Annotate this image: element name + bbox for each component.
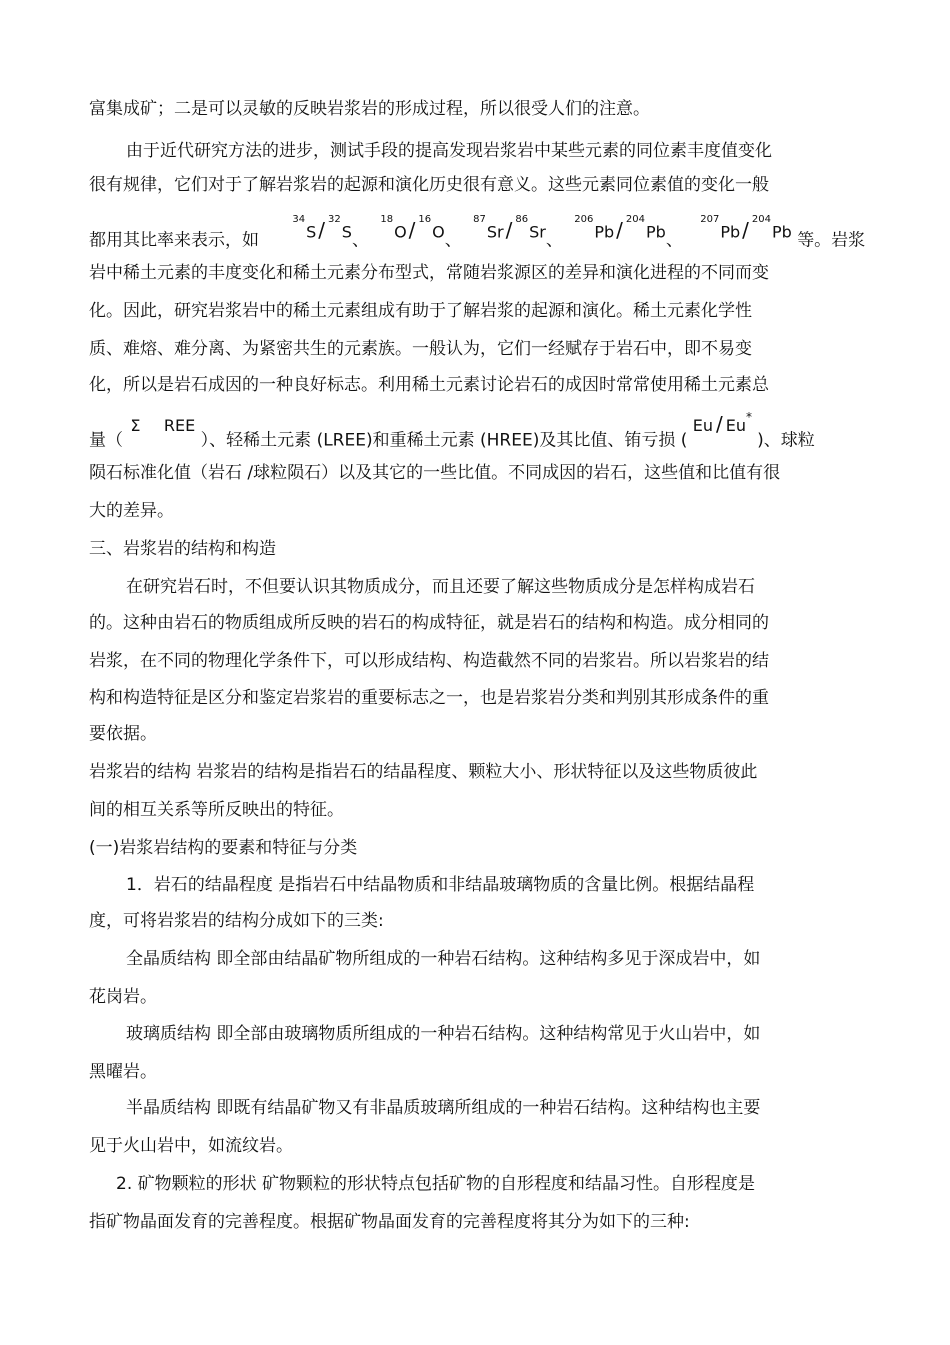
text-line: 在研究岩石时，不但要认识其物质成分，而且还要了解这些物质成分是怎样构成岩石: [126, 577, 755, 597]
text-line: 质、难熔、难分离、为紧密共生的元素族。一般认为，它们一经赋存于岩石中，即不易变: [89, 339, 752, 359]
separator: 、: [351, 230, 369, 251]
text-segment: 都用其比率来表示，如: [89, 230, 259, 251]
text-line: 化，所以是岩石成因的一种良好标志。利用稀土元素讨论岩石的成因时常常使用稀土元素总: [89, 375, 769, 395]
text-segment: 量（: [89, 430, 123, 451]
text-segment: 等。岩浆: [797, 230, 866, 251]
text-line: 富集成矿；二是可以灵敏的反映岩浆岩的形成过程，所以很受人们的注意。: [89, 99, 650, 119]
europium-anomaly: Eu / Eu*: [692, 410, 753, 437]
text-line: 见于火山岩中，如流纹岩。: [89, 1136, 293, 1156]
text-line: 间的相互关系等所反映出的特征。: [89, 800, 344, 820]
text-segment: )、球粒: [757, 430, 815, 451]
isotope-ratio-s: $^{34}$S / $^{32}$S: [292, 214, 352, 243]
text-line: 陨石标准化值（岩石 /球粒陨石）以及其它的一些比值。不同成因的岩石，这些值和比值有很: [89, 463, 781, 483]
sigma-symbol: Σ: [130, 416, 141, 436]
text-line: 大的差异。: [89, 501, 174, 521]
text-line: 1．岩石的结晶程度 是指岩石中结晶物质和非结晶玻璃物质的含量比例。根据结晶程: [126, 875, 755, 895]
text-line: 很有规律，它们对于了解岩浆岩的起源和演化历史很有意义。这些元素同位素值的变化一般: [89, 175, 769, 195]
text-line: 岩中稀土元素的丰度变化和稀土元素分布型式，常随岩浆源区的差异和演化进程的不同而变: [89, 263, 769, 283]
text-segment: ）、轻稀土元素 (LREE)和重稀土元素 (HREE)及其比值、铕亏损 (: [200, 430, 688, 451]
separator: 、: [444, 230, 462, 251]
ree-label: REE: [163, 416, 196, 436]
subsection-heading: (一)岩浆岩结构的要素和特征与分类: [89, 838, 358, 858]
text-line: 的。这种由岩石的物质组成所反映的岩石的构成特征，就是岩石的结构和构造。成分相同的: [89, 613, 769, 633]
text-line: 度，可将岩浆岩的结构分成如下的三类:: [89, 911, 384, 931]
isotope-ratio-o: $^{18}$O / $^{16}$O: [380, 214, 445, 243]
text-line: 全晶质结构 即全部由结晶矿物所组成的一种岩石结构。这种结构多见于深成岩中，如: [126, 949, 761, 969]
isotope-ratio-pb207: $^{207}$Pb / $^{204}$Pb: [700, 214, 792, 243]
text-line: 化。因此，研究岩浆岩中的稀土元素组成有助于了解岩浆的起源和演化。稀土元素化学性: [89, 301, 752, 321]
text-line: 岩浆，在不同的物理化学条件下，可以形成结构、构造截然不同的岩浆岩。所以岩浆岩的结: [89, 651, 769, 671]
isotope-ratio-sr: $^{87}$Sr / $^{86}$Sr: [473, 214, 546, 243]
text-line: 构和构造特征是区分和鉴定岩浆岩的重要标志之一，也是岩浆岩分类和判别其形成条件的重: [89, 688, 769, 708]
ree-line: [89, 410, 815, 451]
isotope-ratio-line: [89, 214, 866, 251]
separator: 、: [545, 230, 563, 251]
text-line: 由于近代研究方法的进步，测试手段的提高发现岩浆岩中某些元素的同位素丰度值变化: [126, 141, 772, 161]
text-line: 岩浆岩的结构 岩浆岩的结构是指岩石的结晶程度、颗粒大小、形状特征以及这些物质彼此: [89, 762, 758, 782]
text-line: 2. 矿物颗粒的形状 矿物颗粒的形状特点包括矿物的自形程度和结晶习性。自形程度是: [116, 1174, 756, 1194]
text-line: 半晶质结构 即既有结晶矿物又有非晶质玻璃所组成的一种岩石结构。这种结构也主要: [126, 1098, 761, 1118]
section-heading: 三、岩浆岩的结构和构造: [89, 539, 276, 559]
text-line: 要依据。: [89, 724, 157, 744]
isotope-ratio-pb206: $^{206}$Pb / $^{204}$Pb: [574, 214, 666, 243]
text-line: 黑曜岩。: [89, 1062, 157, 1082]
text-line: 指矿物晶面发育的完善程度。根据矿物晶面发育的完善程度将其分为如下的三种:: [89, 1212, 690, 1232]
text-line: 玻璃质结构 即全部由玻璃物质所组成的一种岩石结构。这种结构常见于火山岩中，如: [126, 1024, 761, 1044]
separator: 、: [665, 230, 683, 251]
text-line: 花岗岩。: [89, 987, 157, 1007]
